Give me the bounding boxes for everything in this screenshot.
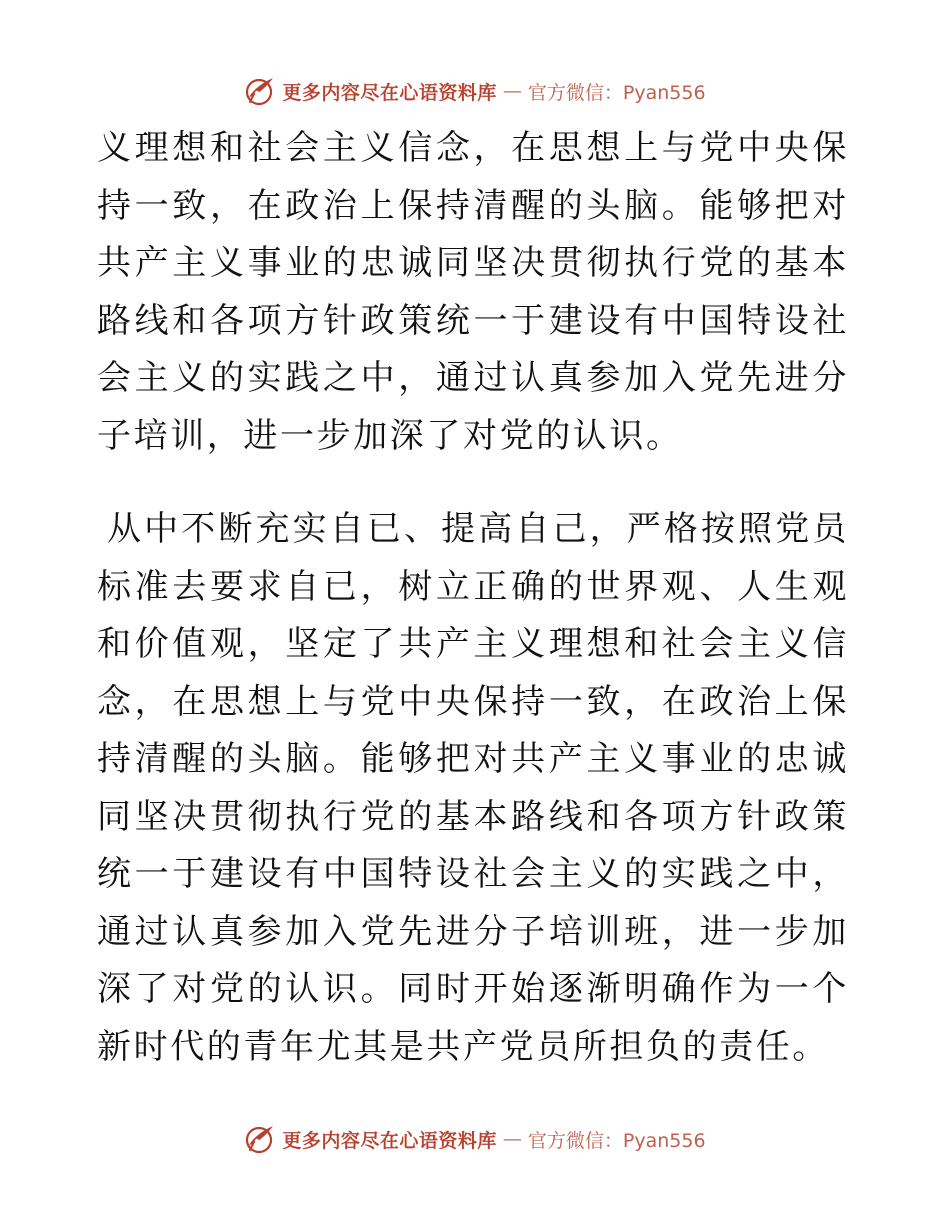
footer-banner: [0, 1119, 950, 1159]
quill-logo-icon: [244, 1123, 276, 1155]
footer-brand-text: 更多内容尽在心语资料库: [282, 1129, 497, 1152]
paragraph-2: 从中不断充实自已、提高自己，严格按照党员标准去要求自已，树立正确的世界观、人生观和价值观，坚定了共产主义理想和社会主义信念，在思想上与党中央保持一致，在政治上保持清醒的头脑。能够把对共产主义事业的忠诚同坚决贯彻执行党的基本路线和各项方针政策统一于建设有中国特设社会主义的实践之中，通过认真参加入党先进分子培训班，进一步加深了对党的认识。同时开始逐渐明确作为一个新时代的青年尤其是共产党员所担负的责任。: [97, 509, 849, 1067]
header-banner: [0, 71, 950, 111]
document-body: [97, 120, 849, 1076]
header-separator: —: [502, 80, 522, 102]
header-wechat-text: 官方微信：Pyan556: [527, 81, 706, 104]
footer-wechat-text: 官方微信：Pyan556: [527, 1129, 706, 1152]
quill-logo-icon: [244, 75, 276, 107]
header-brand-text: 更多内容尽在心语资料库: [282, 81, 497, 104]
footer-separator: —: [502, 1128, 522, 1150]
paragraph-1: 义理想和社会主义信念，在思想上与党中央保持一致，在政治上保持清醒的头脑。能够把对共产主义事业的忠诚同坚决贯彻执行党的基本路线和各项方针政策统一于建设有中国特设社会主义的实践之中，通过认真参加入党先进分子培训，进一步加深了对党的认识。: [97, 128, 849, 456]
